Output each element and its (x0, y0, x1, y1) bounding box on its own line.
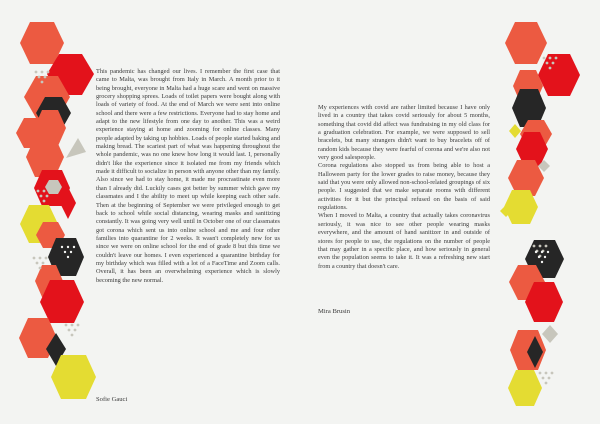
right-article-paragraph: My experiences with covid are rather limited because I have only lived in a country that takes covid seriously for about 5 months, something that covid did affect was fundraising in my old class for a graduation celebration. For example, we were supposed to sell bracelets, but many strangers didn't want to buy bracelets off of random kids because they were fearful of corona and we're also not very good salespeople. (318, 104, 490, 162)
left-article-text (96, 68, 280, 285)
right-article-author: Mira Brusin (318, 308, 351, 315)
hexagon-yellow (508, 370, 542, 406)
right-hexagon-decoration (500, 0, 600, 424)
left-article-author: Sofie Gauci (96, 396, 128, 403)
right-article-paragraph: When I moved to Malta, a country that actually takes coronavirus seriously, it was nice to see other people wearing masks everywhere, and the amount of hand sanitizer in and outside of stores for people to use, the regulations on the number of people that may gather in a specific place, and how seriously in general even the population seems to take it. It was a refreshing new start from a country that doesn't care. (318, 212, 490, 270)
right-article-text (318, 104, 490, 271)
hexagon-coral (505, 22, 547, 64)
diamond-grey (542, 325, 558, 343)
triangle-grey (66, 138, 86, 158)
left-hexagon-decoration (0, 0, 100, 424)
hexagon-red (538, 54, 580, 96)
left-article-paragraph: This pandemic has changed our lives. I remember the first case that came to Malta, was brought from Italy in March. A month prior to it being brought, everyone in Malta had a huge scare and went on massive grocery shopping sprees. Loads of toilet papers were bought along with loads of variety of food. At the end of March we were sent into online school and there were a few restrictions. Everyone had to stay home and adapt to the new lifestyle from one day to another. This was a weird experience staying at home and zooming for online classes. Many people adapted by taking up hobbies. Loads of people started baking and making bread. The scariest part of what was happening throughout the whole pandemic, was no one knew how long it would last. I, personally didn't like the experience since it isolated me from my friends which made it difficult to socialize in person with anyone other than my family. Also since we had to stay home, it made me procrastinate even more than I already did. Luckily cases got better by summer which gave my classmates and I the ability to meet up while keeping each other safe. Then at the beginning of September we were privileged enough to get back to school while social distancing, wearing masks and sanitizing constantly. It was going very well until in October one of our classmates got corona which sent us into online school and me and four other families into quarantine for 2 weeks. It wasn't completely new for us since we were on online school for the end of grade 8 but this time we couldn't leave our homes. I even experienced a quarantine birthday for my birthday which was filled with a lot of a FaceTime and Zoom calls. Overall, it has been an overwhelming experience which is slowly becoming the new normal. (96, 68, 280, 284)
right-article-paragraph: Corona regulations also stopped us from being able to host a Halloween party for the lower grades to raise money, because they said that you were only allowed non-school-related groupings of six people. I suggested that we make separate rooms with different activities for it but the principal refused on the basis of said regulations. (318, 162, 490, 212)
diamond-yellow (509, 124, 521, 138)
